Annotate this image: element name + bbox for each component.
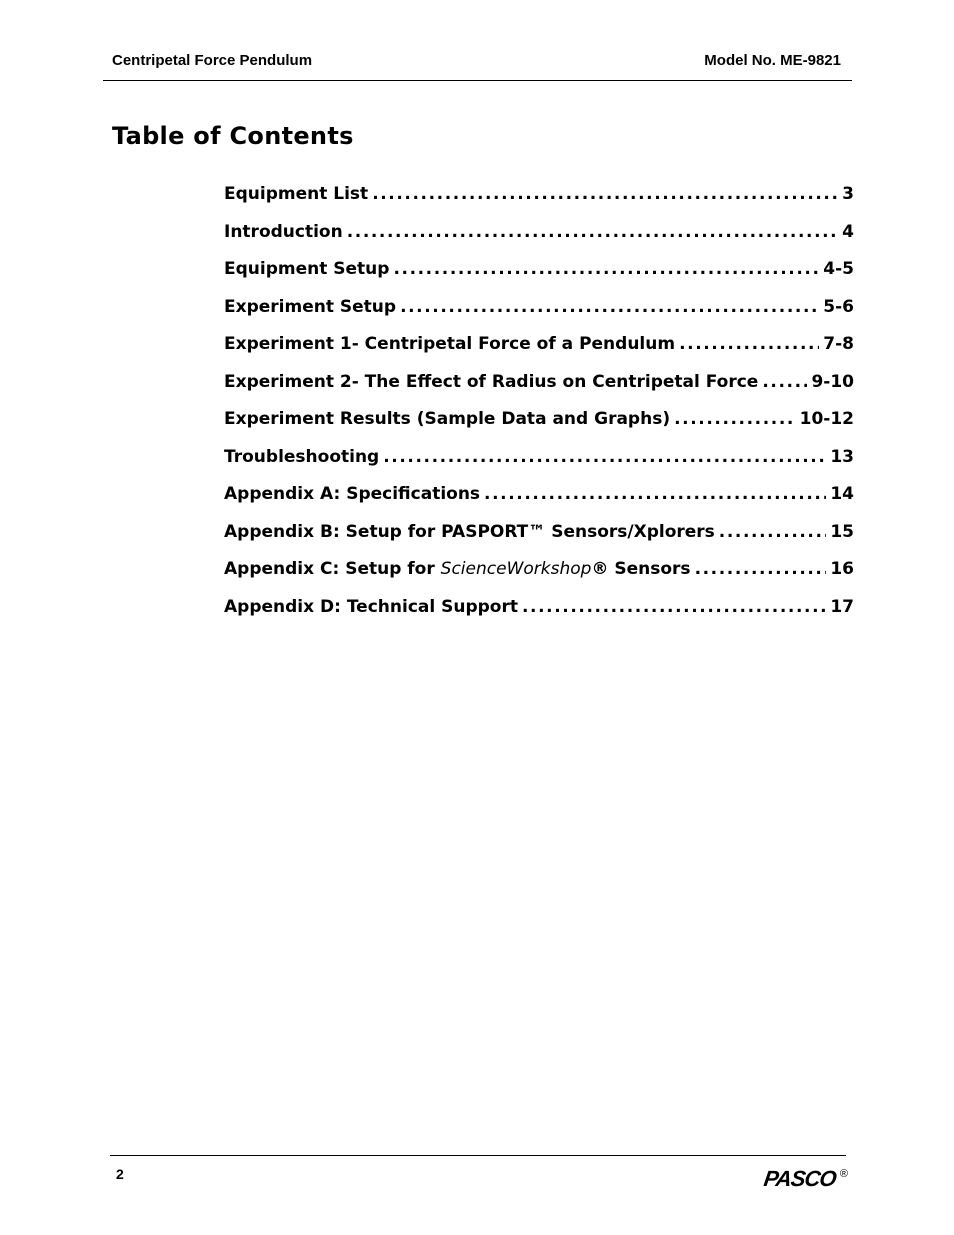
toc-entry-page: 9-10 (811, 371, 854, 392)
toc-entry-label: Troubleshooting (224, 446, 380, 467)
toc-entry-page: 3 (842, 184, 854, 204)
toc-entry-page: 15 (830, 521, 854, 542)
pasco-logo-text: PASCO (762, 1166, 838, 1191)
toc-entry-introduction[interactable] (224, 222, 854, 260)
dot-leader (522, 597, 826, 617)
toc-entry-label: Equipment Setup (224, 259, 390, 279)
model-number: Model No. ME-9821 (704, 52, 841, 69)
toc-entry-page: 17 (830, 596, 854, 617)
toc-entry-label: Experiment 1- Centripetal Force of a Pendulum (224, 334, 676, 354)
dot-leader (400, 297, 819, 317)
toc-entry-appendix-a[interactable] (224, 484, 854, 522)
toc-entry-label: Appendix D: Technical Support (224, 596, 518, 617)
dot-leader (372, 184, 838, 204)
dot-leader (679, 334, 819, 354)
toc-entry-experiment-1[interactable] (224, 334, 854, 372)
page-footer (110, 1155, 846, 1196)
toc-entry-label: Appendix B: Setup for PASPORT™ Sensors/Xplorers (224, 521, 715, 542)
dot-leader (484, 484, 826, 504)
toc-entry-troubleshooting[interactable] (224, 447, 854, 485)
toc-entry-label: Experiment Setup (224, 296, 397, 317)
toc-entry-equipment-list[interactable] (224, 184, 854, 222)
toc-entry-label (224, 559, 691, 579)
toc-entry-label-italic: ScienceWorkshop (440, 559, 592, 579)
dot-leader (674, 409, 796, 429)
dot-leader (695, 559, 827, 579)
dot-leader (393, 259, 819, 279)
dot-leader (347, 222, 838, 242)
pasco-logo (764, 1166, 848, 1192)
page-header (103, 40, 852, 81)
dot-leader (719, 522, 827, 542)
toc-entry-experiment-results[interactable] (224, 409, 854, 447)
toc-entry-label: Experiment Results (Sample Data and Graphs) (224, 409, 671, 429)
toc-entry-experiment-setup[interactable] (224, 297, 854, 335)
toc-entry-page: 14 (830, 484, 854, 504)
toc-entry-page: 5-6 (823, 296, 854, 317)
toc-entry-label: Appendix A: Specifications (224, 484, 481, 504)
toc-entry-equipment-setup[interactable] (224, 259, 854, 297)
table-of-contents (224, 184, 854, 634)
toc-entry-appendix-b[interactable] (224, 522, 854, 560)
toc-heading: Table of Contents (112, 122, 354, 150)
toc-entry-page: 10-12 (799, 409, 854, 429)
toc-entry-page: 16 (830, 559, 854, 579)
toc-entry-appendix-c[interactable] (224, 559, 854, 597)
toc-entry-page: 7-8 (823, 334, 854, 354)
toc-entry-label: Introduction (224, 221, 343, 242)
toc-entry-page: 4-5 (823, 259, 854, 279)
toc-entry-label-prefix: Appendix C: Setup for (224, 559, 441, 579)
toc-entry-page: 4 (842, 221, 854, 242)
toc-entry-label-suffix: ® Sensors (591, 559, 691, 579)
document-title: Centripetal Force Pendulum (112, 52, 313, 69)
toc-entry-page: 13 (830, 446, 854, 467)
registered-mark: ® (839, 1168, 848, 1180)
toc-entry-appendix-d[interactable] (224, 597, 854, 635)
toc-entry-experiment-2[interactable] (224, 372, 854, 410)
toc-entry-label: Experiment 2- The Effect of Radius on Centripetal Force (224, 371, 759, 392)
page-number: 2 (116, 1166, 124, 1182)
dot-leader (762, 372, 807, 392)
dot-leader (383, 447, 826, 467)
toc-entry-label: Equipment List (224, 184, 369, 204)
